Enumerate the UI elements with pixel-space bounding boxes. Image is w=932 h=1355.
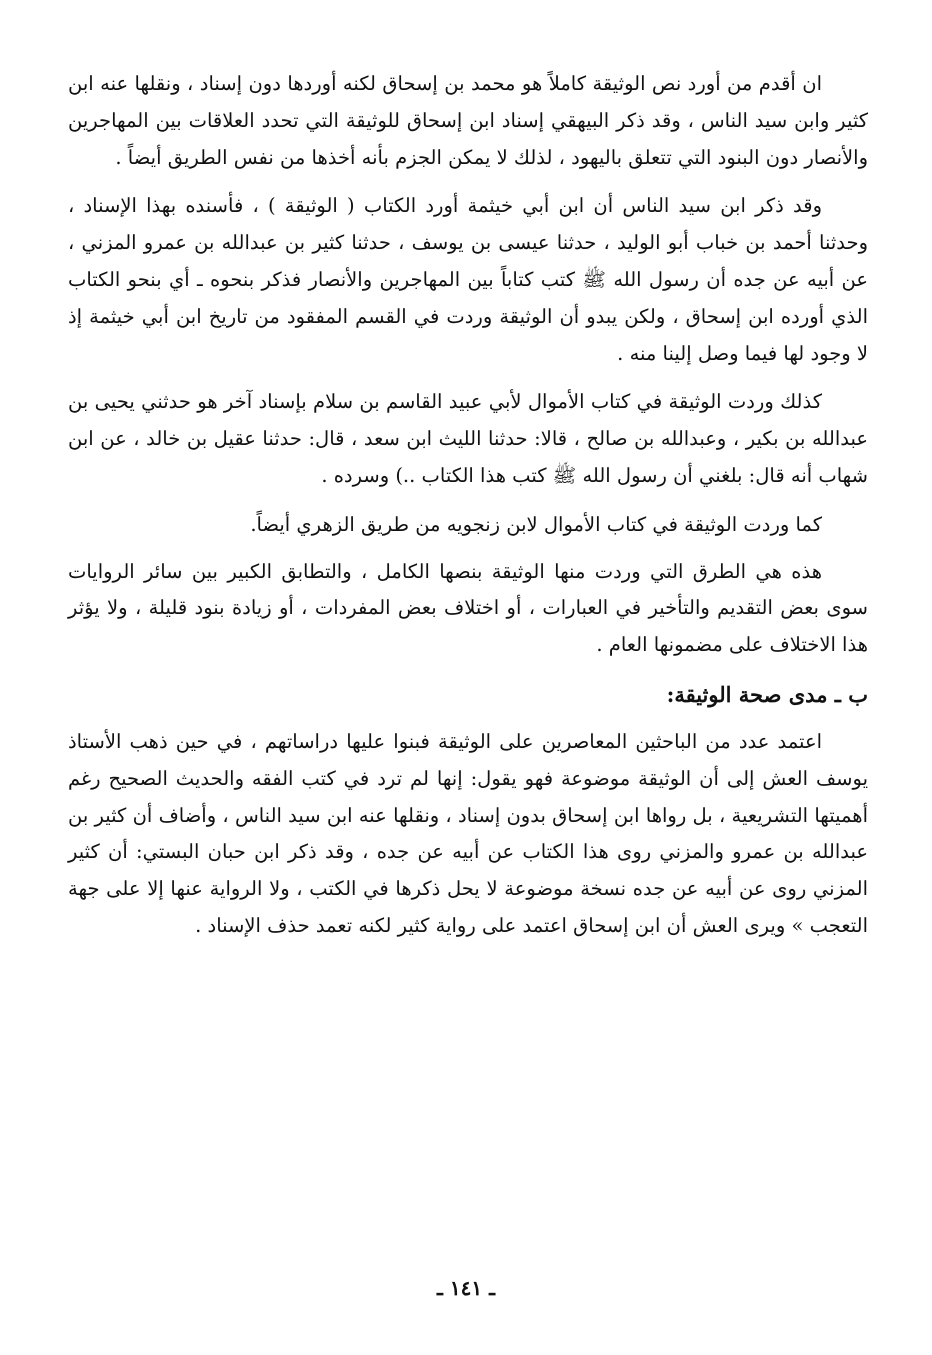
- paragraph-2: وقد ذكر ابن سيد الناس أن ابن أبي خيثمة أورد الكتاب ( الوثيقة ) ، فأسنده بهذا الإسناد ، وحدثنا أحمد بن خباب أبو الوليد ، حدثنا عيسى بن يوسف ، حدثنا كثير بن عبدالله بن عمرو المزني ، عن أبيه عن جده أن رسول الله ﷺ كتب كتاباً بين المهاجرين والأنصار فذكر بنحوه ـ أي بنحو الكتاب الذي أورده ابن إسحاق ، ولكن يبدو أن الوثيقة وردت في القسم المفقود من تاريخ ابن أبي خيثمة إذ لا وجود لها فيما وصل إلينا منه .: [68, 194, 868, 365]
- section-heading: ب ـ مدى صحة الوثيقة:: [666, 681, 868, 707]
- book-page: [68, 66, 868, 957]
- paragraph-4: كما وردت الوثيقة في كتاب الأموال لابن زنجويه من طريق الزهري أيضاً.: [250, 512, 822, 536]
- paragraph-3: كذلك وردت الوثيقة في كتاب الأموال لأبي عبيد القاسم بن سلام بإسناد آخر هو حدثني يحيى بن عبدالله بن بكير ، وعبدالله بن صالح ، قالا: حدثنا الليث ابن سعد ، قال: حدثنا عقيل بن خالد ، عن ابن شهاب أنه قال: بلغني أن رسول الله ﷺ كتب هذا الكتاب ..) وسرده .: [68, 390, 868, 487]
- section-paragraph: اعتمد عدد من الباحثين المعاصرين على الوثيقة فبنوا عليها دراساتهم ، في حين ذهب الأستاذ يوسف العش إلى أن الوثيقة موضوعة فهو يقول: إنها لم ترد في كتب الفقه والحديث الصحيح رغم أهميتها التشريعية ، بل رواها ابن إسحاق بدون إسناد ، ونقلها عنه ابن سيد الناس ، وأضاف أن كثير بن عبدالله بن عمرو والمزني روى هذا الكتاب عن أبيه عن جده ، وقد ذكر ابن حبان البستي: أن كثير المزني روى عن أبيه عن جده نسخة موضوعة لا يحل ذكرها في الكتب ، ولا الرواية عنها إلا على جهة التعجب » ويرى العش أن ابن إسحاق اعتمد على رواية كثير لكنه تعمد حذف الإسناد .: [68, 729, 868, 937]
- paragraph-5: هذه هي الطرق التي وردت منها الوثيقة بنصها الكامل ، والتطابق الكبير بين سائر الروايات سوى بعض التقديم والتأخير في العبارات ، أو اختلاف بعض المفردات ، أو زيادة بنود قليلة ، ولا يؤثر هذا الاختلاف على مضمونها العام .: [68, 559, 868, 657]
- paragraph-1: ان أقدم من أورد نص الوثيقة كاملاً هو محمد بن إسحاق لكنه أوردها دون إسناد ، ونقلها عنه ابن كثير وابن سيد الناس ، وقد ذكر البيهقي إسناد ابن إسحاق للوثيقة التي تحدد العلاقات بين المهاجرين والأنصار دون البنود التي تتعلق باليهود ، لذلك لا يمكن الجزم بأنه أخذها من نفس الطريق أيضاً .: [68, 72, 868, 169]
- page-number: ـ ١٤١ ـ: [437, 1276, 495, 1300]
